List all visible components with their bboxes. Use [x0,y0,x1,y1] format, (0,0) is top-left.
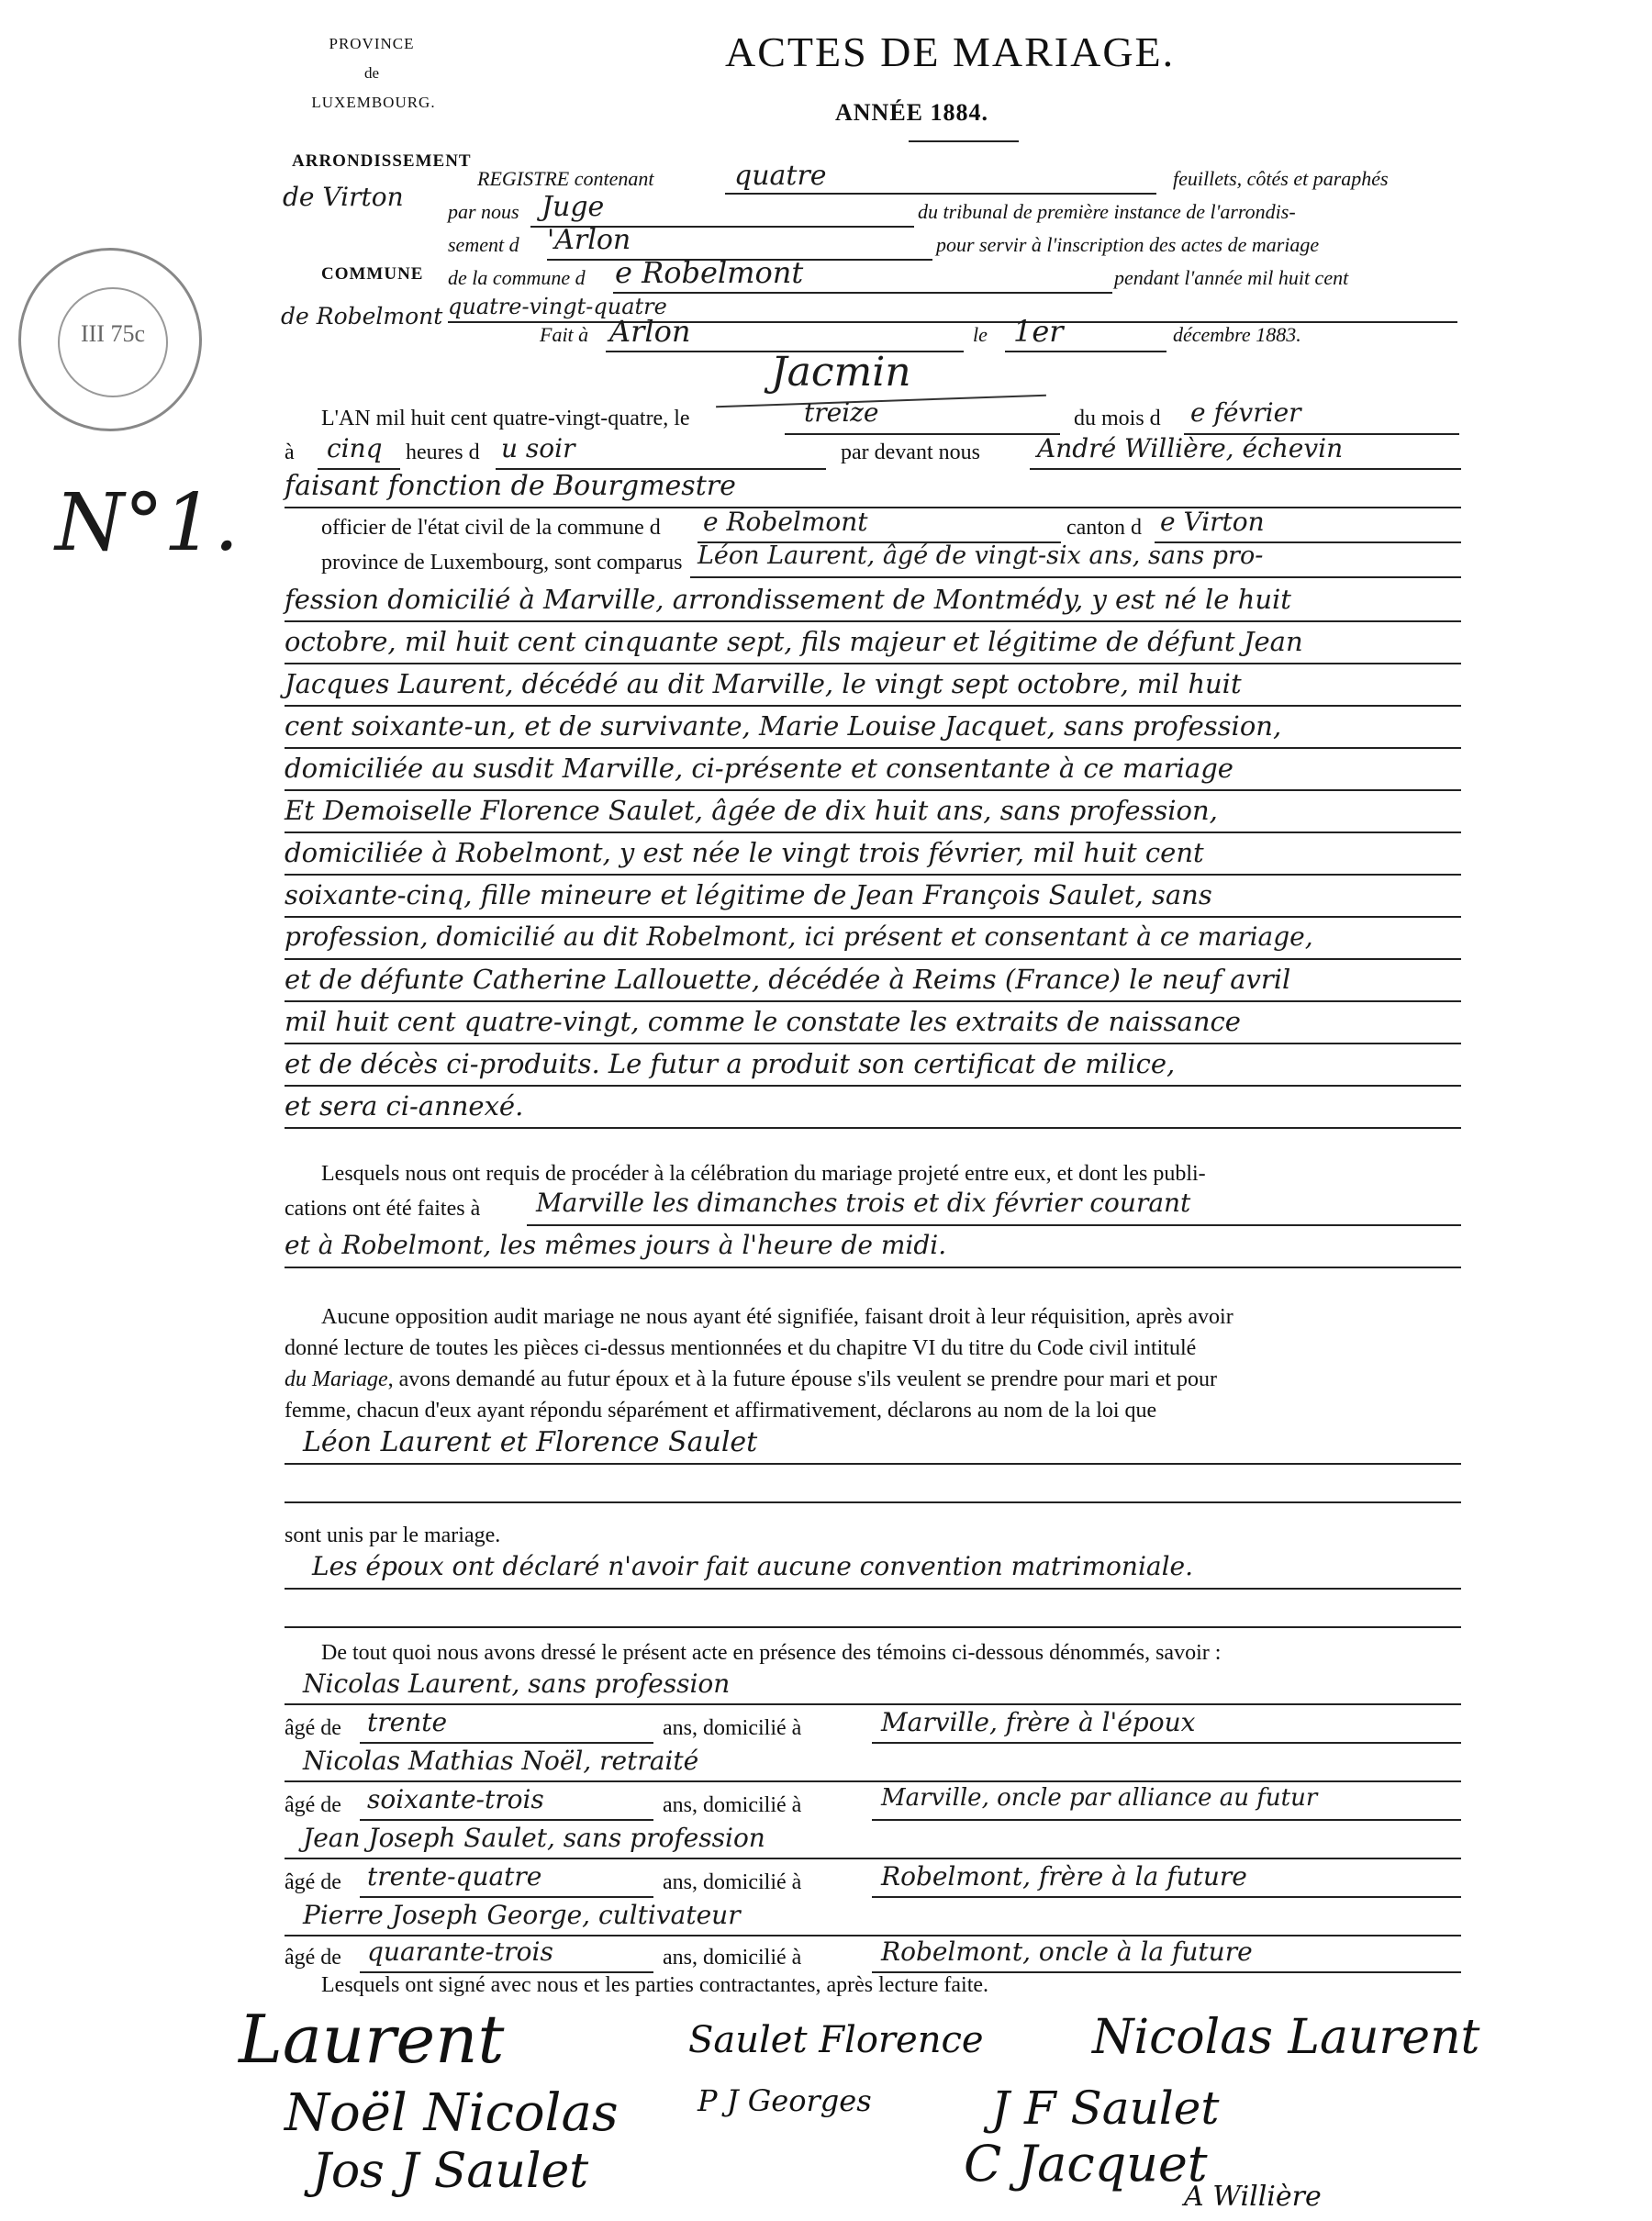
act-hand-line-9: profession, domicilié au dit Robelmont, ici présent et consentant à ce mariage, [285,921,1313,952]
registre-l6-hand2: 1er [1013,314,1064,349]
signature-flourish [716,395,1046,408]
act-number: N°1. [55,477,240,569]
act-hand-rule-7 [285,874,1461,876]
signature-officer: A Willière [1184,2181,1322,2213]
witness-4-age-label: âgé de [285,1946,341,1970]
opposition-l3 [285,1367,1217,1392]
opposition-l3-rest: , avons demandé au futur époux et à la future épouse s'ils veulent se prendre pour mari et pour [387,1367,1218,1391]
act-hand-line-2: octobre, mil huit cent cinquante sept, fils majeur et légitime de défunt Jean [285,626,1303,657]
witnesses-intro: De tout quoi nous avons dressé le présent acte en présence des témoins ci-dessous dénommés, savoir : [321,1641,1222,1665]
witness-3-age-line [360,1896,653,1898]
act-hand-line-4: cent soixante-un, et de survivante, Marie Louise Jacquet, sans profession, [285,710,1282,742]
witness-3-name: Jean Joseph Saulet, sans profession [303,1823,765,1853]
signature-groom-mother: C Jacquet [964,2135,1208,2193]
act-time-of-day: u soir [501,433,575,463]
registre-l1b: feuillets, côtés et paraphés [1173,167,1389,190]
witness-2-age: soixante-trois [367,1784,544,1814]
act-hand-rule-1 [285,620,1461,622]
signature-groom: Laurent [239,2001,505,2078]
registre-l6c: décembre 1883. [1173,323,1301,346]
witness-1-age-label: âgé de [285,1716,341,1740]
act-l1a: L'AN mil huit cent quatre-vingt-quatre, le [321,407,690,430]
act-month: e février [1190,397,1301,428]
act-hour: cinq [327,433,383,463]
act-officer-role: faisant fonction de Bourgmestre [285,470,736,502]
witness-3-domicile: Robelmont, frère à la future [881,1861,1247,1892]
registre-l2-hand: Juge [541,191,605,223]
publications-l3: et à Robelmont, les mêmes jours à l'heure de midi. [285,1230,947,1260]
witness-1-domicile-line [872,1742,1461,1744]
act-hand-line-8: soixante-cinq, fille mineure et légitime de Jean François Saulet, sans [285,879,1212,910]
commune-label: COMMUNE [321,264,424,284]
act-l2c: par devant nous [841,441,980,464]
act-commune: e Robelmont [703,507,868,537]
act-hand-line-10: et de défunte Catherine Lallouette, décédée à Reims (France) le neuf avril [285,964,1291,995]
witness-1-age: trente [367,1707,448,1737]
witness-4-age: quarante-trois [367,1936,553,1967]
witness-3-age: trente-quatre [367,1861,542,1892]
opposition-title-italic: du Mariage [285,1367,388,1391]
act-hand-line-11: mil huit cent quatre-vingt, comme le constate les extraits de naissance [285,1006,1241,1037]
registre-l4-line [613,292,1112,294]
act-hand-rule-10 [285,1000,1461,1002]
act-l4a: officier de l'état civil de la commune d [321,516,661,540]
witness-2-domicile-line [872,1819,1461,1821]
act-hand-rule-8 [285,916,1461,918]
registrar-signature: Jacmin [771,349,911,396]
registre-l6-line2 [1005,351,1166,352]
act-hand-rule-6 [285,831,1461,833]
publications-l2-line [527,1224,1461,1226]
witness-3-age-label: âgé de [285,1870,341,1894]
registre-l6-hand1: Arlon [609,314,691,349]
union-declaration: Les époux ont déclaré n'avoir fait aucune convention matrimoniale. [312,1551,1194,1581]
act-hand-line-7: domiciliée à Robelmont, y est née le vingt trois février, mil huit cent [285,837,1204,868]
act-l5-line [690,576,1461,578]
registre-l4-hand: e Robelmont [615,255,804,290]
witness-2-name: Nicolas Mathias Noël, retraité [303,1746,699,1776]
act-hand-rule-12 [285,1085,1461,1087]
act-l2b: heures d [406,441,480,464]
signature-witness-2: Noël Nicolas [285,2083,619,2143]
registre-l6a: Fait à [540,323,589,346]
province-name: LUXEMBOURG. [311,94,436,111]
act-hand-rule-3 [285,705,1461,707]
act-hand-line-13: et sera ci-annexé. [285,1090,524,1122]
registre-l3-hand: 'Arlon [547,224,631,256]
spouses-names: Léon Laurent et Florence Saulet [303,1426,758,1458]
opposition-l5-line [285,1463,1461,1465]
witness-3-ans-label: ans, domicilié à [663,1870,802,1894]
witness-2-ans-label: ans, domicilié à [663,1793,802,1817]
registre-l1-line [725,193,1156,195]
registre-l3b: pour servir à l'inscription des actes de mariage [936,233,1320,256]
act-hand-line-1: fession domicilié à Marville, arrondissement de Montmédy, y est né le huit [285,584,1291,615]
act-l3-line [285,507,1461,508]
document-year: ANNÉE 1884. [835,99,989,126]
title-ornament [909,140,1019,142]
union-line-2 [285,1626,1461,1628]
act-hand-rule-2 [285,663,1461,664]
witness-3-domicile-line [872,1896,1461,1898]
act-groom-intro: Léon Laurent, âgé de vingt-six ans, sans pro- [698,541,1264,570]
act-hand-line-6: Et Demoiselle Florence Saulet, âgée de dix huit ans, sans profession, [285,795,1218,826]
registre-l1a: REGISTRE contenant [477,167,654,190]
witness-2-name-line [285,1780,1461,1782]
act-hand-rule-5 [285,789,1461,791]
fiscal-stamp [18,248,202,431]
act-day: treize [804,397,879,428]
act-hand-rule-11 [285,1043,1461,1044]
act-canton: e Virton [1160,507,1265,537]
publications-l2a: cations ont été faites à [285,1197,481,1221]
union-label: sont unis par le mariage. [285,1523,501,1547]
witness-4-ans-label: ans, domicilié à [663,1946,802,1970]
registre-l4a: de la commune d [448,266,586,289]
registre-l6b: le [973,323,988,346]
act-hand-line-3: Jacques Laurent, décédé au dit Marville, le vingt sept octobre, mil huit [285,668,1242,699]
province-label: PROVINCE [329,35,415,52]
act-hand-rule-9 [285,958,1461,960]
witness-4-domicile: Robelmont, oncle à la future [881,1936,1253,1967]
witness-2-age-label: âgé de [285,1793,341,1817]
registre-l4b: pendant l'année mil huit cent [1114,266,1349,289]
witness-2-age-line [360,1819,653,1821]
commune-value: de Robelmont [281,303,443,329]
act-l2a: à [285,441,295,464]
act-officer: André Willière, échevin [1037,433,1344,463]
opposition-l1: Aucune opposition audit mariage ne nous ayant été signifiée, faisant droit à leur réquisition, après avoir [321,1305,1233,1329]
opposition-l6-line [285,1501,1461,1503]
publications-places: Marville les dimanches trois et dix février courant [536,1188,1191,1218]
act-hand-rule-13 [285,1127,1461,1129]
witness-1-name-line [285,1703,1461,1705]
registre-l1-hand: quatre [734,160,827,192]
signature-witness-1: Nicolas Laurent [1092,2010,1480,2065]
arrondissement-label: ARRONDISSEMENT [292,151,472,171]
opposition-l2: donné lecture de toutes les pièces ci-dessus mentionnées et du chapitre VI du titre du Code civil intitulé [285,1336,1197,1360]
registre-l5-hand: quatre-vingt-quatre [448,294,667,319]
publications-l1: Lesquels nous ont requis de procéder à la célébration du mariage projeté entre eux, et dont les publi- [321,1162,1206,1186]
witness-1-domicile: Marville, frère à l'époux [881,1707,1196,1737]
witness-1-age-line [360,1742,653,1744]
registre-l5-line [448,321,1457,323]
publications-l3-line [285,1267,1461,1268]
document-title: ACTES DE MARIAGE. [725,28,1176,75]
act-hand-line-12: et de décès ci-produits. Le futur a produit son certificat de milice, [285,1048,1176,1079]
registre-l3a: sement d [448,233,519,256]
act-l2-line3 [1030,468,1461,470]
act-hand-line-5: domiciliée au susdit Marville, ci-présente et consentante à ce mariage [285,753,1233,784]
arrondissement-value: de Virton [283,182,404,212]
witness-1-ans-label: ans, domicilié à [663,1716,802,1740]
act-l1b: du mois d [1074,407,1161,430]
signature-bride-father: J F Saulet [991,2081,1220,2135]
signature-witness-4: P J Georges [698,2083,872,2118]
union-line-1 [285,1588,1461,1590]
witness-3-name-line [285,1858,1461,1859]
registre-l2b: du tribunal de première instance de l'arrondis- [918,200,1296,223]
act-l5a: province de Luxembourg, sont comparus [321,551,683,575]
act-l1-line1 [785,433,1060,435]
signature-witness-3: Jos J Saulet [312,2144,589,2199]
act-hand-rule-4 [285,747,1461,749]
stamp-text: III 75c [80,320,145,347]
witnesses-closing: Lesquels ont signé avec nous et les parties contractantes, après lecture faite. [321,1973,989,1997]
witness-4-name: Pierre Joseph George, cultivateur [303,1900,741,1930]
opposition-l4: femme, chacun d'eux ayant répondu séparément et affirmativement, déclarons au nom de la loi que [285,1399,1157,1423]
province-de: de [363,64,380,82]
signature-bride: Saulet Florence [688,2019,984,2061]
act-l4b: canton d [1066,516,1142,540]
registre-l2a: par nous [448,200,519,223]
witness-1-name: Nicolas Laurent, sans profession [303,1669,731,1699]
witness-2-domicile: Marville, oncle par alliance au futur [881,1784,1318,1812]
